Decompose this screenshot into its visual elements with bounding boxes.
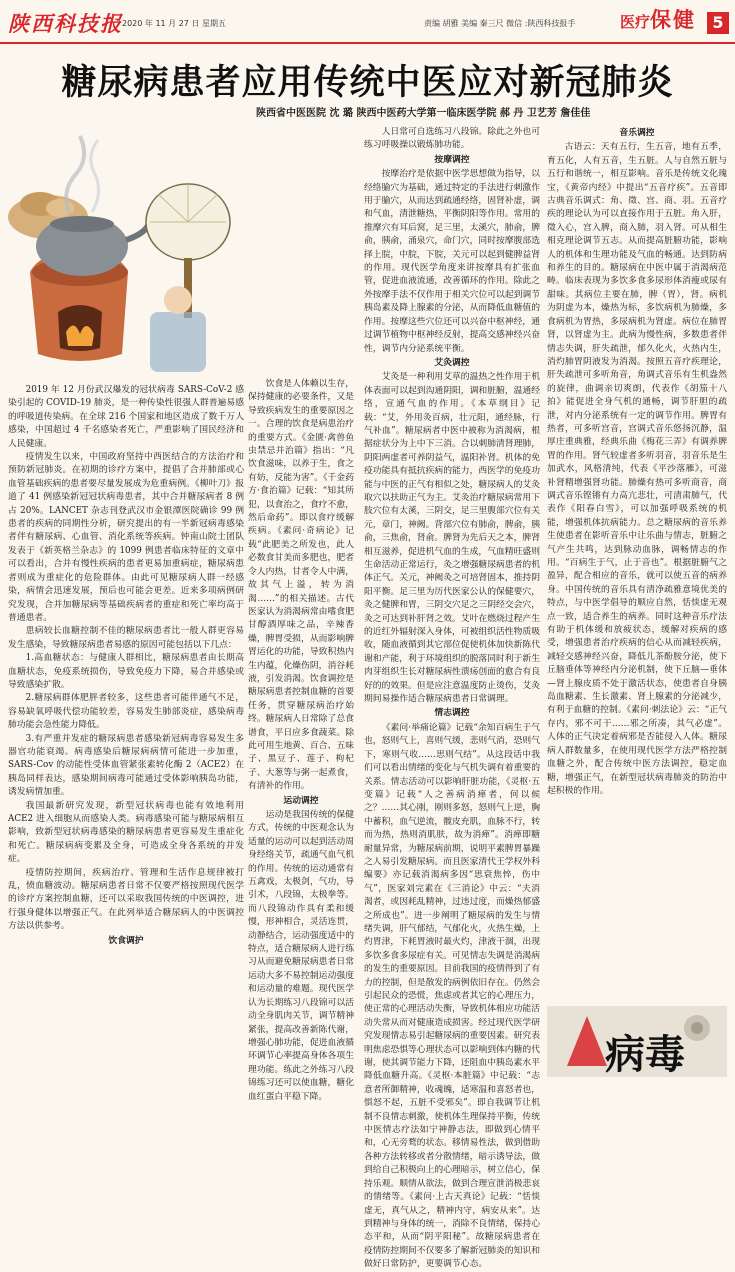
issue-date: 2020 年 11 月 27 日 星期五 — [122, 19, 226, 28]
paragraph: 我国最新研究发现，新型冠状病毒也能有效地利用 ACE2 进入细胞从而感染人类。病毒感染可能与糖尿病相互影响，致新型冠状病毒感染的糖尿病患者更容易发生重症化和死亡。糖尿病病变累及全身，可造成全身各系统的并发症。 — [8, 800, 244, 865]
article-title: 糖尿病患者应用传统中医应对新冠肺炎 — [61, 63, 674, 103]
virus-graphic — [547, 1006, 727, 1077]
article-column-2 — [248, 378, 354, 1102]
section-heading-massage: 按摩调控 — [434, 154, 470, 165]
virus-graphic-text: 病毒 — [605, 1032, 685, 1078]
page-header — [0, 0, 735, 42]
paragraph: 患病较长血糖控制不佳的糖尿病患者比一般人群更容易发生感染，导致糖尿病患者易感的原因可能包括以下几点： — [8, 626, 244, 650]
paragraph: 艾灸是一种利用艾草的温热之性作用于机体表面可以起到沟通阴阳，调和脏腑，温通经络，宣通气血的作用。《本草纲目》记载：“艾，外用灸百病，壮元阳，通经脉，行气补血”。糖尿病者中医中被称为消渴病，根据症状分为上中下三消。合以刺肺清肾理肺，阴阳两虚者可养阴益气，温阳补肾。机体的免疫功能具有抵抗疾病的能力，西医学的免疫功能与中医的正气有相似之处，糖尿病人的艾灸取穴以扶助正气为主。艾灸治疗糖尿病常用下肢穴位有太溪，三阴交，足三里腹部穴位有关元，章门，神阙。背部穴位有肺俞，脾俞，胰俞，三焦俞，肾俞。脾肾为先后天之本，脾肾相互滋养，促进机气血的生成，气血精旺盛则生命活动正常运行，灸之增强糖尿病患者的机体正气。关元，神阙灸之可培肾固本，推持阴阳平衡。足三里为历代医家公认的保健要穴，灸之健脾和胃，三阴交穴足之三阴经交会穴，灸之可达到补肝肾之效。艾叶在燃烧过程产生的近红外辐射深入身体，可被组织活性物质吸收，随血液循到其它部位促使机体加快新陈代谢和产能，利于环境组织的脱落同时利于新生肉芽组织生长对糖尿病性溃疡创面的愈合有良好的的效果。但是应注意温度防止烫伤，艾灸期间易操作适合糖尿病患者日常调理。 — [364, 372, 540, 705]
page-number: 5 — [707, 12, 729, 34]
paragraph: 3.有严重并发症的糖尿病患者感染新冠病毒容易发生多器官功能衰竭。病毒感染后糖尿病病情可能进一步加重，SARS-Cov 的动能性受体血管紧张素转化酶 2（ACE2）在胰岛同样表达，感染期间病毒可能通过受体影响胰岛功能，诱发病情加重。 — [8, 733, 244, 798]
paragraph: 人日常可自选练习八段锦。除此之外也可练习呼吸操以锻炼肺功能。 — [364, 127, 540, 151]
paragraph: 1.高血糖状态：与健康人群相比，糖尿病患者由长期高血糖状态，免疫系统损伤，导致免疫力下降，易合并感染或导致感染扩散。 — [8, 653, 244, 690]
person-figure — [150, 312, 206, 372]
paragraph: 疫情发生以来，中国政府坚持中西医结合的方法治疗和预防新冠肺炎。在初期的诊疗方案中，提倡了合并肺部或心血管基础疾病的患者要尽量发展成为危重病例。《柳叶刀》报道了 41 例感染新冠冠状病毒患者，其中合并糖尿病者 8 例占 20%。LANCET 杂志刊登武汉市金银潭医院确诊 99 例患者的疾病的同期性分析，研究提出的有一半新冠病毒感染者伴有糖尿病、心血管、消化系统等疾病。钟南山院士团队发表于《新英格兰杂志》的 1099 例患者临床特征的文章中可以看出，合并有慢性疾病的患者更易加重病症，糖尿病患者则成为重症化的危险群体。由此可见糖尿病人群一经感染，病情会迅速发展，预后也可能会更差。近来多项病例研究发现，合并加糖尿病等基础疾病者的重症和死亡率均高于普通患者。 — [8, 452, 244, 623]
paragraph: 按摩治疗是依据中医学思想做为指导，以经络腧穴为基础，通过特定的手法进行刺激作用于腧穴，从而达到疏通经络，固肾补虚，调和气血，清泄糖热，平衡阴阳等作用。常用的推摩穴有耳后窝，足三里，太溪穴，肺俞，脾俞，胰俞，涌泉穴，命门穴，同时按摩腹部选择上脘，中脘，下脘，关元可以起到健脾益肾的作用。现代医学角度来讲按摩具有扩张血管，促进血液流通，改善循环的作用。除此之外按摩手法不仅作用于相关穴位可以起到调节胰岛素及降上腺素的分泌，从而降低血糖值的作用。按摩这些穴位还可以兴奋中枢神经，通过调节植物中枢神经反射，提高交感神经兴奋性，调节内分泌系统平衡。 — [364, 169, 540, 354]
article-column-4 — [547, 126, 727, 1006]
article-column-3 — [364, 126, 540, 1270]
paragraph: 运动是我国传统的保健方式，传统的中医观念认为适量的运动可以起到活动周身经络关节，疏通气血气机的作用。传统的运动通常有五禽戏，太极剑，气功，导引术，八段锦，太极拳等。而八段锦动作具有柔和缓慢，形神相合，灵活连贯，动静结合，运动强度适中的特点，适合糖尿病人进行练习从而避免糖尿病患者日常运动大多不易控制运动强度和运动量的难题。现代医学认为长期练习八段锦可以活动全身肌肉关节，调节精神紧张，提高改善新陈代谢，增强心肺功能，促进血液循环调节心率提高身体各项生理功能。练此之外练习八段锦练习还可以使血糖，糖化血红蛋白平稳下降。 — [248, 810, 354, 1102]
paragraph: 《素问·举痛论篇》记载“余知百病生于气也，怒则气上，喜则气缓，悲则气消，恐则气下，寒则气收……思则气结”。从这段话中我们可以看出情绪的变化与气机失调有着重要的关系。情志活动可以影响肝脏功能，《灵枢·五变篇》记载“人之善病消瘅者，何以候之？……其心刚，刚则多怒，怒则气上逆，胸中蓄积，血气逆流，髋皮充肌，血脉不行，转而为热，热则消肌肤，故为消瘅”。消瘅即糖耐量异常，为糖尿病前期，说明平素脾胃暴躁之人易引发糖尿病。而且医家清代王学权外科编要》亦记载消渴病多因“思衰焦悴，伤中气”，医家刘完素在《三消论》中云：“夫消渴者，或因耗乱精神，过违过度，而燥热郁盛之所成也”。进一步阐明了糖尿病的发生与情绪失调，肝气郁结，气郁化火，火热生燥，上灼胃津，下耗胃液时最火灼，津液干涸，出现多饮多食多尿症有关。可见情志失调是消渴病的发生的重要原因。目前我国的疫情得到了有力的控制，但是散发的病例依旧存在。仍然会引起民众的恐慌，焦虑或者其它的心理压力，使正常的心理活动失衡，导致机体相应功能活动失常从而对健康造成损害。经过现代医学研究发现情志易引起糖尿病的重要因素。研究表明焦虑恐惧等心理状态可以影响到体内糖的代谢，使其调节能力下降，还阻血中胰岛素水平降低血糖升高。《灵枢·本脏篇》中记载：“志意者所御精神，收魂魄，适寒温和喜怒者也，惧怒不起，五脏不受邪矣”。即自我调节让机制不良情志刺激，使机体生理保持平衡，传统中医情志疗法如宁神静志法，即做到心情平和，心无旁鹜的状态。移情易性法，做到借助各种方法转移或者分散情绪，暗示诱导法，做到给自己积极向上的心理暗示，树立信心，保持乐观。顺情从欲法，做到合理宣泄消极悲哀的情绪等。《素问·上古天真论》记载：“恬惔虚无，真气从之，精神内守，病安从来”。达到精神与身体的统一，消除不良情绪，保持心态平和，从而“阴平阳秘”。故糖尿病患者在疫情防控期间不仅要多了解新冠肺炎的知识和做好日常防护，更要调节心态。 — [364, 722, 540, 1270]
article-column-1 — [8, 384, 244, 1074]
paragraph: 疫情防控期间，疾病治疗、管理和生活作息规律被打乱，愤血糖波动。糖尿病患者日常不仅要严格按照现代医学的诊疗方案控制血糖，还可以采取我国传统的中医调控，进行强身健体以增强正气。在此列举适合糖尿病人的中医调控方法以供参考。 — [8, 867, 244, 932]
editors-line: 责编 胡雅 美编 秦三尺 微信 :陕西科技报手 — [424, 19, 576, 28]
section-heading-diet: 饮食调护 — [108, 935, 144, 946]
header-rule — [0, 42, 735, 44]
section-label: 医疗 — [620, 13, 651, 31]
section-heading-exercise: 运动调控 — [283, 795, 319, 806]
section-heading-emotion: 情志调控 — [434, 708, 470, 719]
section-heading-music: 音乐调控 — [619, 128, 655, 138]
paragraph: 2.糖尿病群体肥胖者较多，这些患者可能伴通气不足，容易缺氧呼吸代偿功能较差，容易发生肺部炎症，感染病毒肺功能会急性能力降低。 — [8, 693, 244, 731]
section-heading-moxibustion: 艾灸调控 — [434, 357, 470, 368]
section-title: 保健 — [650, 8, 696, 32]
paragraph: 古语云：天有五行，生五音，地有五季，育五化，人有五音，生五脏。人与自然五脏与五行和谐统一，相互影响。音乐是传统文化瑰宝，《黄帝内经》中提出“五音疗疾”。五音即古典音乐调式：角、徵、宫、商、羽。五音疗疾的理论认为可以直接作用于五脏。角入肝，徵入心，宫入脾，商入肺，羽入肾。可从相生相克理论调节五志。从而提高脏腑功能，影响人的机体和生理功能及气血的畅通。达到防病和养生的目的。糖尿病在中医中属于消渴病范畴。临床表现为多饮多食多尿形体消瘦或尿有甜味。其病位主要在肺，脾（胃），肾。病机为阴虚为本，燥热为标，多饮病机为肺燥，多食病机为胃热，多尿病机为肾虚。病位在肺胃肾，以肾虚为主。此病为慢性病，多数患者伴情志失调，肝失疏泄，郁久化火，火热内生，消灼肺胃阴液发为消渴。按照五音疗疾理论，肝失疏泄可多听角音，角调式音乐有生机盎然的旋律，曲调亲切爽朗，代表作《胡笳十八拍》能促进全身气机的通畅，调节肝胆的疏泄，对内分泌系统有一定的调节作用。脾胃有热者，可多听宫音，宫调式音乐悠扬沉静，温厚庄重典雅，经典乐曲《梅花三弄》有调养脾胃的作用。肾气较虚者多听羽音，羽音乐是生加武水，风格清纯，代表《平沙落雁》，可滋补肾精增强肾功能。肺燥有热可多听商音，商调式音乐铿锵有力高亢悲壮，可清肃肺气，代表作《阳春白雪》，可以加强呼吸系统的机能，增强机体抗病能力。总之糖尿病的音乐养生使患者在影听音乐中让乐曲与情志，脏腑之气产生共鸣，达到脉动血脉，调畅情志的作用。“百病生于气，止于音也”。根据脏腑气之盈异，配合相应的音乐，就可以使五音的病养身。中国传统的音乐具有清净疏雅意境优美的特点，与中医学倡导的顺应自然，恬惔虚无观点一致，适合养生的病养。同时这种音乐疗法有助于机体缓和放疲状态，缓解对疾病的感受，增强患者治疗疾病的信心从而减轻疾病，减轻交感神经兴奋，降低儿茶酚胺分泌，使下丘脑垂体等神经内分泌机制，使下丘脑—垂体—肾上腺皮质不处于激活状态，使患者自身胰岛血糖素、生长激素、肾上腺素的分泌减少，有利于血糖的控制。《素问·刺法论》云：“正气存内，邪不可干……邪之所凑，其气必虚”。人体的正气决定着病邪是否能侵入人体。糖尿病人群数量多，在使用现代医学方法严格控制血糖之外，配合传统中医方法调控，稳定血糖，增强正气，在新型冠状病毒肺炎的防治中起积极的作用。 — [547, 142, 727, 796]
masthead: 陕西科技报 — [8, 12, 123, 36]
paragraph: 2019 年 12 月份武汉爆发的冠状病毒 SARS-CoV-2 感染引起的 COVID-19 肺炎，是一种传染性很强人群普遍易感的呼吸道传染病。在全球 216 个国家和地区造成了数千万人感染，中国超过 4 千名感染者死亡，严重影响了国民经济和人民健康。 — [8, 385, 244, 449]
paragraph: 饮食是人体赖以生存，保持健康的必要条件，又是导致疾病发生的重要原因之一。合理的饮食是病患治疗的重要方式。《金匮·禽兽鱼虫禁忌并治篇》指出：“凡饮食滋味，以养于生，食之有妨，反能为害”。《千金药方·食治篇》记载：“知其所犯，以食治之，食疗不愈，然后命药”。即以食疗缓解疾病。《素问·奇病论》记载“此肥美之所发也，此人必数食甘美而多肥也，肥者令人内热，甘者令人中满，故其气上溢，转为消渴……”的相关描述。古代医家认为消渴病常由嗜食肥甘醇酒厚味之品，辛辣香燥，脾胃受损，从而影响脾胃运化的功能，导致积热内生内蕴，化燥伤阴，消谷耗液，引发消渴。饮食调控是糖尿病患者控制血糖的首要任务，贯穿糖尿病治疗始终。糖尿病人日常除了总食谱食，平日应多食蔬菜。除此可用生地黄、百合、五味子、黑豆子、莲子、枸杞子、大葱等与粥一起煮食，有清补的作用。 — [248, 379, 354, 792]
illustration-traditional-medicine — [0, 122, 244, 384]
article-byline: 陕西省中医医院 沈 璐 陕西中医药大学第一临床医学院 郝 丹 卫艺芳 詹佳佳 — [256, 108, 591, 119]
